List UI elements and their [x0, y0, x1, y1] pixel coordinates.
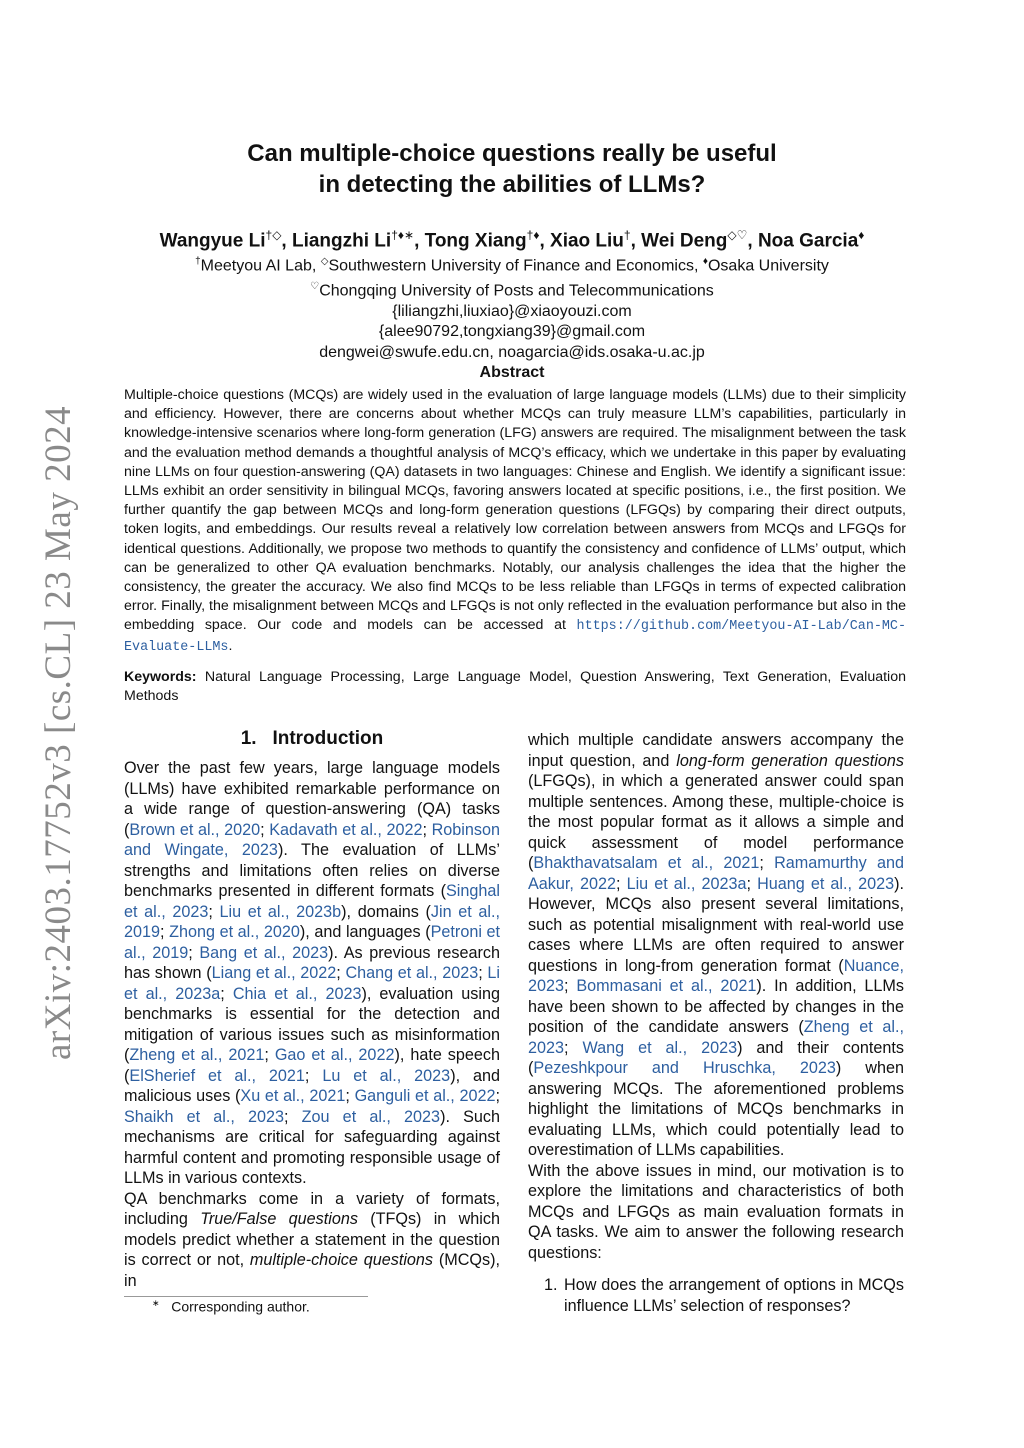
- citation-link[interactable]: Zhong et al., 2020: [169, 923, 300, 941]
- citation-link[interactable]: Wang et al., 2023: [582, 1038, 738, 1057]
- author-affiliation-marks: †♦: [526, 228, 540, 242]
- footnote: ∗ Corresponding author.: [152, 1298, 310, 1315]
- author-name: Wei Deng: [641, 230, 728, 252]
- citation-link[interactable]: Huang et al., 2023: [757, 874, 895, 893]
- citation-link[interactable]: Ramamurthy and Aakur, 2022: [528, 854, 904, 893]
- code-link[interactable]: https://github.com/Meetyou-AI-Lab/Can-MC-Evaluate-LLMs: [124, 619, 906, 655]
- email-line: {liliangzhi,liuxiao}@xiaoyouzi.com: [392, 302, 632, 320]
- left-column: [124, 758, 500, 1291]
- research-question: 1. How does the arrangement of options in MCQs influence LLMs’ selection of responses?: [562, 1275, 904, 1316]
- intro-paragraph-2-start: QA benchmarks come in a variety of formats, including True/False questions (TFQs) in which models predict whether a statement in the question is correct or not, multiple-choice questions (MCQs), in: [124, 1189, 501, 1290]
- citation-link[interactable]: Liang et al., 2022: [211, 964, 337, 982]
- author-affiliation-marks: ♦: [858, 228, 865, 242]
- citation-link[interactable]: Chang et al., 2023: [345, 964, 479, 982]
- intro-paragraph-1: Over the past few years, large language models (LLMs) have exhibited remarkable performance on a wide range of question-answering (QA) tasks (Brown et al., 2020; Kadavath et al., 2022; Robinson and Wingate, 2023). The evaluation of LLMs’ strengths and limitations often relies on diverse benchmarks presented in different formats (Singhal et al., 2023; Liu et al., 2023b), domains (Jin et al., 2019; Zhong et al., 2020), and languages (Petroni et al., 2019; Bang et al., 2023). As previous research has shown (Liang et al., 2022; Chang et al., 2023; Li et al., 2023a; Chia et al., 2023), evaluation using benchmarks is essential for the detection and mitigation of various issues such as misinformation (Zheng et al., 2021; Gao et al., 2022), hate speech (ElSherief et al., 2021; Lu et al., 2023), and malicious uses (Xu et al., 2021; Ganguli et al., 2022; Shaikh et al., 2023; Zou et al., 2023). Such mechanisms are critical for safeguarding against harmful content and promoting responsible usage of LLMs in various contexts.: [124, 759, 501, 1187]
- author-name: Noa Garcia: [757, 230, 859, 252]
- abstract-heading: Abstract: [479, 364, 545, 381]
- author-name: Xiao Liu: [550, 230, 624, 252]
- footnote-rule: [124, 1296, 368, 1297]
- intro-paragraph-2-end: which multiple candidate answers accompany the input question, and long-form generation questions (LFGQs), in which a generated answer could span multiple sentences. Among these, multiple-choice is the most popular format as it allows a simple and quick assessment of model performance (Bhakthavatsalam et al., 2021; Ramamurthy and Aakur, 2022; Liu et al., 2023a; Huang et al., 2023). However, MCQs also present several limitations, such as potential misalignment with real-world use cases where LLMs are often required to answer questions in long-from generation format (Nuance, 2023; Bommasani et al., 2021). In addition, LLMs have been shown to be affected by changes in the position of the candidate answers (Zheng et al., 2023; Wang et al., 2023) and their contents (Pezeshkpour and Hruschka, 2023) when answering MCQs. The aforementioned problems highlight the limitations of MCQs benchmarks in evaluating LLMs, which could potentially lead to overestimation of LLMs capabilities.: [528, 731, 905, 1159]
- citation-link[interactable]: Liu et al., 2023a: [626, 874, 747, 893]
- abstract-text: Multiple-choice questions (MCQs) are widely used in the evaluation of large language models (LLMs) due to their simplicity and efficiency. However, there are concerns about whether MCQs can truly measure LLM’s capabilities, particularly in knowledge-intensive scenarios where long-form generation (LFG) answers are required. The misalignment between the task and the evaluation method demands a thoughtful analysis of MCQ’s efficacy, which we undertake in this paper by evaluating nine LLMs on four question-answering (QA) datasets in two languages: Chinese and English. We identify a significant issue: LLMs exhibit an order sensitivity in bilingual MCQs, favoring answers located at specific positions, i.e., the first position. We further quantify the gap between MCQs and long-form generation questions (LFGQs) by comparing their direct outputs, token logits, and embeddings. Our results reveal a relatively low correlation between answers from MCQs and LFGQs for identical questions. Additionally, we propose two methods to quantify the consistency and confidence of LLMs’ output, which can be generalized to other QA evaluation benchmarks. Notably, our analysis challenges the idea that the higher the consistency, the greater the accuracy. We also find MCQs to be less reliable than LFGQs in terms of expected calibration error. Finally, the misalignment between MCQs and LFGQs is not only reflected in the evaluation performance but also in the embedding space. Our code and models can be accessed at: [124, 387, 906, 634]
- title-line-2: in detecting the abilities of LLMs?: [318, 171, 706, 198]
- citation-link[interactable]: Kadavath et al., 2022: [269, 820, 423, 839]
- citation-link[interactable]: Nuance, 2023: [528, 956, 904, 995]
- citation-link[interactable]: Bommasani et al., 2021: [576, 977, 757, 995]
- citation-link[interactable]: Ganguli et al., 2022: [354, 1087, 496, 1105]
- affiliations: [0, 252, 1024, 363]
- citation-link[interactable]: Robinson and Wingate, 2023: [124, 820, 501, 859]
- citation-link[interactable]: Zheng et al., 2021: [129, 1046, 265, 1064]
- section-heading: 1. Introduction: [240, 728, 384, 749]
- keywords-label: Keywords:: [124, 669, 197, 685]
- citation-link[interactable]: Xu et al., 2021: [240, 1087, 346, 1105]
- citation-link[interactable]: Singhal et al., 2023: [124, 882, 500, 921]
- citation-link[interactable]: Jin et al., 2019: [124, 902, 500, 941]
- citation-link[interactable]: ElSherief et al., 2021: [129, 1066, 305, 1085]
- citation-link[interactable]: Li et al., 2023a: [124, 964, 500, 1003]
- arxiv-stamp: arXiv:2403.17752v3 [cs.CL] 23 May 2024: [38, 405, 79, 1060]
- author-affiliation-marks: †◇: [265, 228, 282, 242]
- citation-link[interactable]: Bang et al., 2023: [199, 943, 329, 962]
- citation-link[interactable]: Lu et al., 2023: [322, 1066, 451, 1085]
- affiliation-line-1: †Meetyou AI Lab, ◇Southwestern University of Finance and Economics, ♦Osaka University: [195, 256, 829, 275]
- author-name: Liangzhi Li: [291, 230, 392, 252]
- citation-link[interactable]: Petroni et al., 2019: [124, 923, 500, 962]
- paper-title: [0, 138, 1024, 200]
- citation-link[interactable]: Shaikh et al., 2023: [124, 1107, 285, 1126]
- keywords-text: Natural Language Processing, Large Language Model, Question Answering, Text Generation, Evaluation Methods: [124, 669, 906, 705]
- affiliation-line-2: ♡Chongqing University of Posts and Telecommunications: [310, 280, 714, 300]
- citation-link[interactable]: Brown et al., 2020: [129, 820, 261, 839]
- citation-link[interactable]: Bhakthavatsalam et al., 2021: [533, 854, 760, 872]
- author-name: Tong Xiang: [424, 230, 527, 252]
- email-line: {alee90792,tongxiang39}@gmail.com: [378, 323, 646, 341]
- citation-link[interactable]: Pezeshkpour and Hruschka, 2023: [533, 1059, 836, 1077]
- author-affiliation-marks: ◇♡: [727, 228, 748, 242]
- email-line: dengwei@swufe.edu.cn, noagarcia@ids.osaka-u.ac.jp: [319, 343, 705, 361]
- right-column: [528, 730, 904, 1316]
- author-name: Wangyue Li: [159, 230, 266, 252]
- title-line-1: Can multiple-choice questions really be useful: [247, 140, 777, 167]
- author-affiliation-marks: †♦∗: [391, 228, 415, 242]
- citation-link[interactable]: Liu et al., 2023b: [219, 902, 342, 921]
- citation-link[interactable]: Zheng et al., 2023: [528, 1018, 904, 1057]
- abstract-body: Multiple-choice questions (MCQs) are widely used in the evaluation of large language models (LLMs) due to their simplicity and efficiency. However, there are concerns about whether MCQs can truly measure LLM’s capabilities, particularly in knowledge-intensive scenarios where long-form generation (LFG) answers are required. The misalignment between the task and the evaluation method demands a thoughtful analysis of MCQ’s efficacy, which we undertake in this paper by evaluating nine LLMs on four question-answering (QA) datasets in two languages: Chinese and English. We identify a significant issue: LLMs exhibit an order sensitivity in bilingual MCQs, favoring answers located at specific positions, i.e., the first position. We further quantify the gap between MCQs and long-form generation questions (LFGQs) by comparing their direct outputs, token logits, and embeddings. Our results reveal a relatively low correlation between answers from MCQs and LFGQs for identical questions. Additionally, we propose two methods to quantify the consistency and confidence of LLMs’ output, which can be generalized to other QA evaluation benchmarks. Notably, our analysis challenges the idea that the higher the consistency, the greater the accuracy. We also find MCQs to be less reliable than LFGQs in terms of expected calibration error. Finally, the misalignment between MCQs and LFGQs is not only reflected in the evaluation performance but also in the embedding space. Our code and models can be accessed at https://github.com/Meetyou-AI-Lab/Can-MC-Evaluate-LLMs.: [124, 387, 906, 655]
- keywords: [124, 668, 906, 706]
- intro-paragraph-3: With the above issues in mind, our motivation is to explore the limitations and characteristics of both MCQs and LFGQs as main evaluation formats in QA tasks. We aim to answer the following research questions:: [528, 1161, 904, 1262]
- citation-link[interactable]: Gao et al., 2022: [274, 1046, 395, 1064]
- citation-link[interactable]: Chia et al., 2023: [232, 984, 362, 1003]
- research-question-list: [528, 1275, 904, 1316]
- citation-link[interactable]: Zou et al., 2023: [301, 1107, 441, 1126]
- author-list: Wangyue Li†◇, Liangzhi Li†♦∗, Tong Xiang†♦, Xiao Liu†, Wei Deng◇♡, Noa Garcia♦: [159, 228, 865, 252]
- author-affiliation-marks: †: [623, 228, 631, 242]
